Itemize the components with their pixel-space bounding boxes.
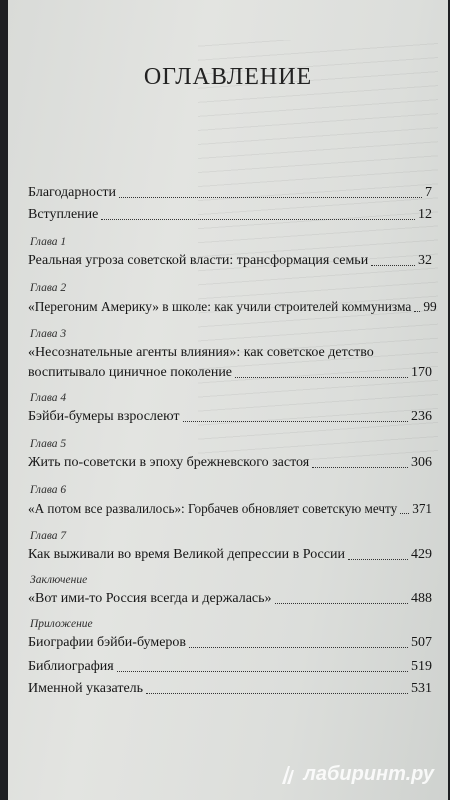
- toc-line: [28, 184, 432, 202]
- toc-line: [28, 364, 432, 382]
- chapter-label: Глава 5: [30, 438, 67, 450]
- toc-page-number: 170: [411, 365, 432, 380]
- labirint-logo-icon: [277, 764, 299, 786]
- toc-entry-chapter-1: [28, 234, 432, 274]
- leader-dots: [183, 421, 409, 422]
- leader-dots: [400, 513, 409, 514]
- toc-page-number: 488: [411, 591, 432, 606]
- toc-page-number: 32: [418, 253, 432, 268]
- toc-entry-text: Именной указатель: [28, 681, 144, 696]
- toc-entry-chapter-7: [28, 528, 432, 568]
- chapter-label: Глава 6: [30, 484, 67, 496]
- leader-dots: [189, 647, 408, 648]
- book-page: [8, 0, 448, 800]
- toc-entry-chapter-5: [28, 436, 432, 476]
- toc-line: [28, 680, 432, 698]
- toc-entry-chapter-2: [28, 280, 437, 320]
- toc-line: [28, 206, 432, 224]
- leader-dots: [101, 219, 415, 220]
- toc-line: [28, 500, 432, 518]
- watermark: [277, 763, 434, 786]
- leader-dots: [119, 197, 422, 198]
- toc-page-number: 236: [411, 409, 432, 424]
- toc-page-number: 429: [411, 547, 432, 562]
- section-label: Приложение: [30, 618, 93, 630]
- leader-dots: [275, 603, 408, 604]
- toc-line: [28, 590, 432, 608]
- leader-dots: [117, 671, 408, 672]
- toc-entry-text: Благодарности: [28, 185, 117, 200]
- leader-dots: [348, 559, 408, 560]
- toc-line: [28, 344, 432, 362]
- toc-line: [28, 658, 432, 676]
- toc-entry-text: «Несознательные агенты влияния»: как советское детство: [28, 345, 374, 360]
- toc-entry-chapter-3: [28, 326, 432, 384]
- toc-entry-text: Как выживали во время Великой депрессии в России: [28, 547, 345, 562]
- chapter-label: Глава 1: [30, 236, 67, 248]
- toc-line: [28, 298, 437, 316]
- toc-page-number: 99: [423, 299, 437, 314]
- toc-line: [28, 546, 432, 564]
- toc-entry-text: «А потом все развалилось»: Горбачев обновляет советскую мечту: [28, 501, 398, 516]
- toc-line: [28, 408, 432, 426]
- toc-page-number: 7: [425, 185, 432, 200]
- chapter-label: Глава 7: [30, 530, 67, 542]
- leader-dots: [235, 377, 408, 378]
- toc-entry-name-index: [28, 680, 432, 702]
- toc-line: [28, 634, 432, 652]
- toc-page-number: 306: [411, 455, 432, 470]
- chapter-label: Глава 3: [30, 328, 67, 340]
- toc-page-number: 519: [411, 659, 432, 674]
- chapter-label: Глава 4: [30, 392, 67, 404]
- toc-entry-introduction: [28, 206, 432, 228]
- toc-entry-chapter-6: [28, 482, 432, 522]
- toc-entry-text: Вступление: [28, 207, 99, 222]
- toc-page-number: 12: [418, 207, 432, 222]
- toc-line: [28, 454, 432, 472]
- toc-entry-text: Реальная угроза советской власти: трансформация семьи: [28, 253, 369, 268]
- section-label: Заключение: [30, 574, 88, 586]
- toc-entry-appendix: [28, 616, 432, 656]
- chapter-label: Глава 2: [30, 282, 67, 294]
- leader-dots: [312, 467, 408, 468]
- toc-entry-acknowledgements: [28, 184, 432, 206]
- toc-entry-text: «Вот ими-то Россия всегда и держалась»: [28, 591, 272, 606]
- toc-page-number: 507: [411, 635, 432, 650]
- leader-dots: [371, 265, 415, 266]
- page-title: ОГЛАВЛЕНИЕ: [143, 64, 313, 90]
- toc-entry-bibliography: [28, 658, 432, 680]
- leader-dots: [146, 693, 408, 694]
- toc-entry-conclusion: [28, 572, 432, 612]
- toc-entry-chapter-4: [28, 390, 432, 430]
- toc-entry-text: Бэйби-бумеры взрослеют: [28, 409, 180, 424]
- toc-entry-text: «Перегоним Америку» в школе: как учили строителей коммунизма: [28, 299, 412, 314]
- toc-entry-text-continued: воспитывало циничное поколение: [28, 365, 233, 380]
- leader-dots: [414, 311, 420, 312]
- toc-entry-text: Биографии бэйби-бумеров: [28, 635, 187, 650]
- toc-line: [28, 252, 432, 270]
- toc-page-number: 371: [412, 501, 432, 516]
- toc-page-number: 531: [411, 681, 432, 696]
- watermark-text: лабиринт.ру: [303, 763, 434, 785]
- toc-entry-text: Библиография: [28, 659, 114, 674]
- toc-entry-text: Жить по-советски в эпоху брежневского застоя: [28, 455, 310, 470]
